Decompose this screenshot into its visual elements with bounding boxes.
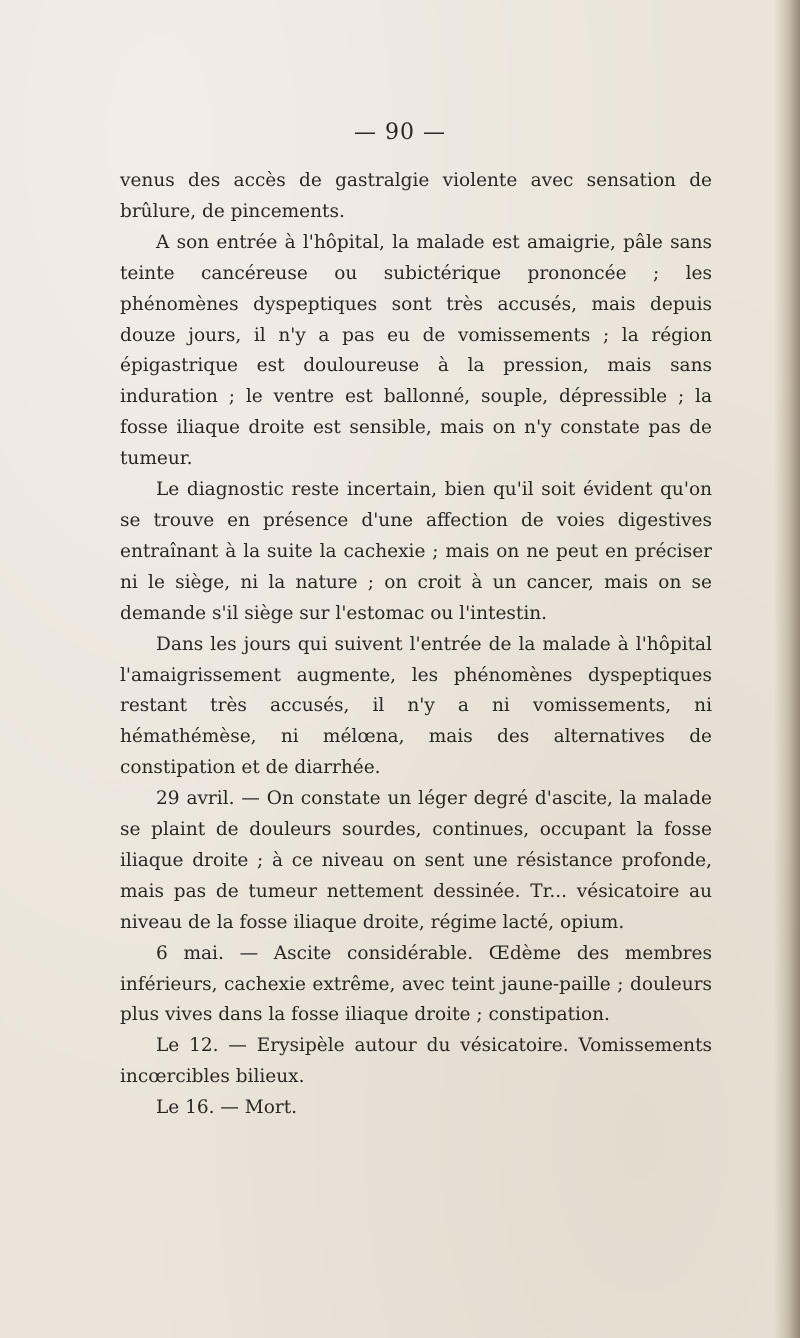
paragraph-admission: A son entrée à l'hôpital, la malade est amaigrie, pâle sans teinte cancéreuse ou subictérique prononcée ; les phénomènes dyspeptiques sont très accusés, mais depuis douze jours, il n'y a pas eu de vomissements ; la région épigastrique est douloureuse à la pression, mais sans induration ; le ventre est ballonné, souple, dépressible ; la fosse iliaque droite est sensible, mais on n'y constate pas de tumeur. bbox=[120, 231, 712, 470]
paragraph-day-16: Le 16. — Mort. bbox=[156, 1097, 298, 1119]
body-text bbox=[120, 166, 712, 1124]
paragraph-following-days: Dans les jours qui suivent l'entrée de la malade à l'hôpital l'amaigrissement augmente, les phénomènes dyspeptiques restant très accusés, il n'y a ni vomissements, ni hémathémèse, ni mélœna, mais des alternatives de constipation et de diarrhée. bbox=[120, 633, 712, 779]
paragraph-may-6: 6 mai. — Ascite considérable. Œdème des membres inférieurs, cachexie extrême, avec teint jaune-paille ; douleurs plus vives dans la fosse iliaque droite ; constipation. bbox=[120, 942, 712, 1026]
page-edge-shadow bbox=[774, 0, 800, 1338]
page-number: — 90 — bbox=[354, 120, 446, 145]
paragraph-diagnosis: Le diagnostic reste incertain, bien qu'il soit évident qu'on se trouve en présence d'une affection de voies digestives entraînant à la suite la cachexie ; mais on ne peut en préciser ni le siège, ni la nature ; on croit à un cancer, mais on se demande s'il siège sur l'estomac ou l'intestin. bbox=[120, 479, 712, 624]
paragraph-day-12: Le 12. — Erysipèle autour du vésicatoire. Vomissements incœrcibles bilieux. bbox=[120, 1035, 712, 1088]
paragraph-april-29: 29 avril. — On constate un léger degré d'ascite, la malade se plaint de douleurs sourdes, continues, occupant la fosse iliaque droite ; à ce niveau on sent une résistance profonde, mais pas de tumeur nettement dessinée. Tr... vésicatoire au niveau de la fosse iliaque droite, régime lacté, opium. bbox=[120, 788, 712, 933]
paragraph-continuation: venus des accès de gastralgie violente avec sensation de brûlure, de pincements. bbox=[120, 170, 712, 222]
